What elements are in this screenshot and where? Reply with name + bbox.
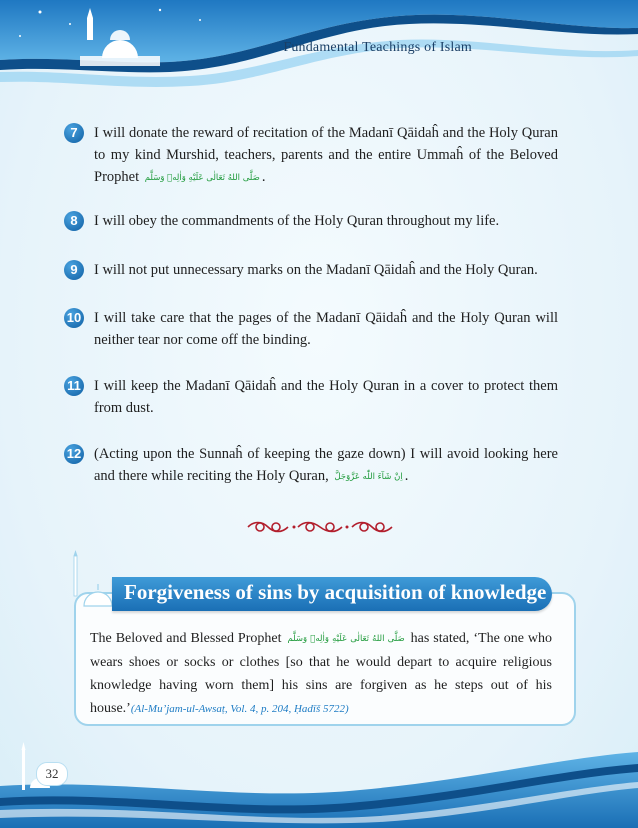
item-number-badge: 12 <box>64 444 84 464</box>
hadith-text-before: The Beloved and Blessed Prophet <box>90 631 282 646</box>
list-item <box>64 259 558 281</box>
item-text-before: I will donate the reward of recitation of the Madanī Qāidaĥ and the Holy Quran to my kind Murshid, teachers, parents and the entire Ummaĥ of the Beloved Prophet <box>94 125 558 185</box>
item-text: I will obey the commandments of the Holy Quran throughout my life. <box>94 213 500 229</box>
list-item <box>64 210 558 232</box>
item-text <box>94 443 558 488</box>
list-item <box>64 122 558 189</box>
item-text-after: . <box>261 169 266 185</box>
ornamental-divider <box>246 519 394 535</box>
section-title: Forgiveness of sins by acquisition of knowledge <box>124 580 547 604</box>
insha-allah-calligraphy: اِنْ شَآءَ اللّٰه عَزَّوَجَلَّ <box>334 472 403 482</box>
item-number-badge: 8 <box>64 211 84 231</box>
item-number-badge: 10 <box>64 308 84 328</box>
list-item <box>64 307 558 351</box>
item-text: I will keep the Madanī Qāidaĥ and the Holy Quran in a cover to protect them from dust. <box>94 378 558 416</box>
item-text-after: . <box>404 468 409 484</box>
item-text: I will take care that the pages of the Madanī Qāidaĥ and the Holy Quran will neither tear nor come off the binding. <box>94 310 558 348</box>
item-text-before: (Acting upon the Sunnaĥ of keeping the gaze down) I will avoid looking here and there while reciting the Holy Quran, <box>94 446 558 484</box>
hadith-text-after: has stated, ‘The one who wears shoes or socks or clothes [so that he would depart to acquire religious knowledge having worn them] his sins are forgiven as he steps out of his house.’ <box>90 631 552 716</box>
item-text: I will not put unnecessary marks on the Madanī Qāidaĥ and the Holy Quran. <box>94 262 538 278</box>
item-text <box>94 122 558 189</box>
page-number: 32 <box>36 762 68 786</box>
running-title: Fundamental Teachings of Islam <box>283 40 472 55</box>
item-number-badge: 7 <box>64 123 84 143</box>
list-item <box>64 443 558 488</box>
salutation-calligraphy: صَلَّى اللهُ تَعَالٰى عَلَيْهِ وَاٰلِهٖ وَسَلَّم <box>287 634 405 644</box>
item-number-badge: 11 <box>64 376 84 396</box>
salutation-calligraphy: صَلَّى اللهُ تَعَالٰى عَلَيْهِ وَاٰلِهٖ وَسَلَّم <box>144 173 260 183</box>
footer-wave-decoration <box>0 728 638 828</box>
hadith-reference: (Al-Mu’jam-ul-Awsaṭ, Vol. 4, p. 204, Ḥadīš 5722) <box>130 703 349 715</box>
item-number-badge: 9 <box>64 260 84 280</box>
list-item <box>64 375 558 419</box>
hadith-text <box>90 627 552 721</box>
